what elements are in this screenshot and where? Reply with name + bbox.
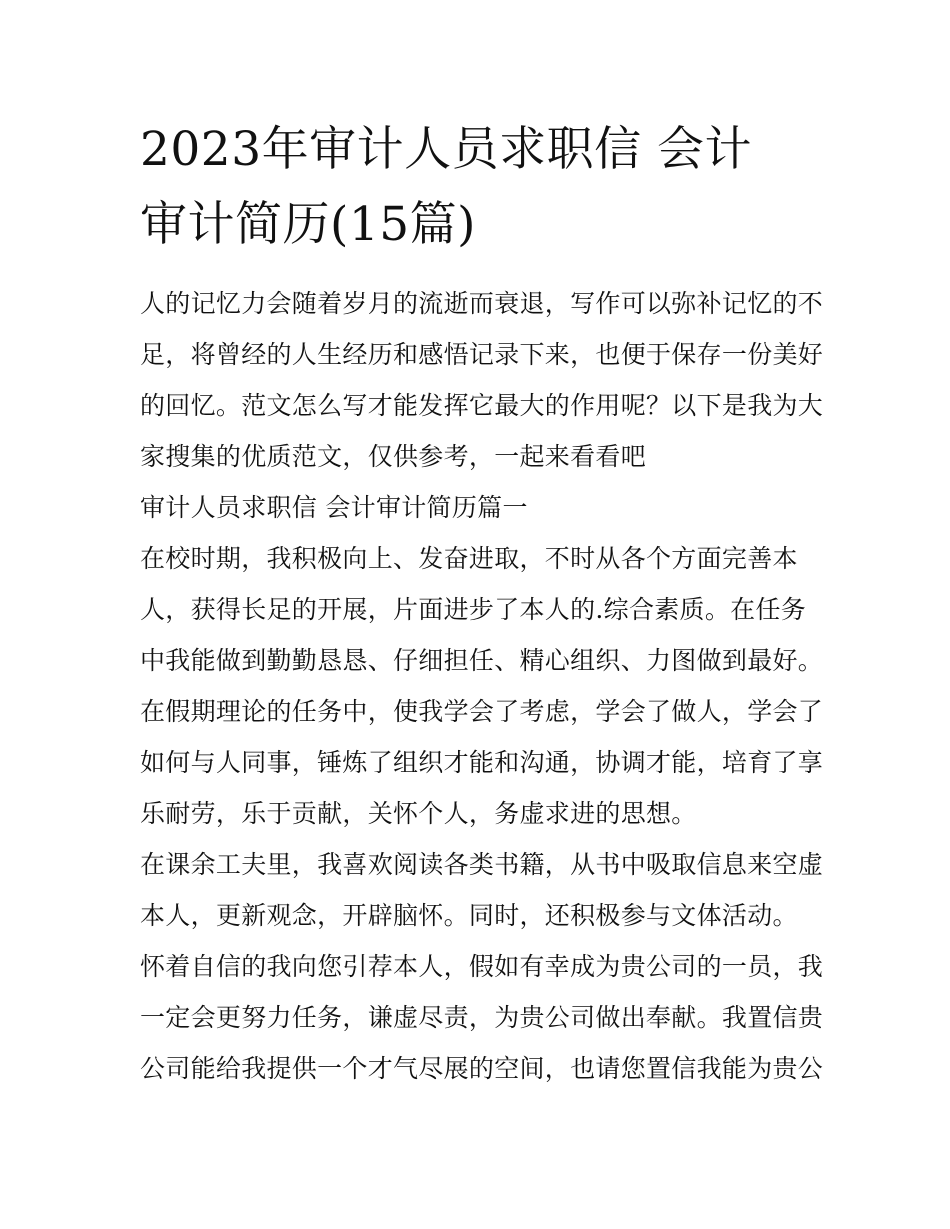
text-line: 乐耐劳，乐于贡献，关怀个人，务虚求进的思想。 <box>140 799 697 828</box>
text-line: 一定会更努力任务，谦虚尽责，为贵公司做出奉献。我置信贵 <box>140 1003 824 1032</box>
document-title <box>140 112 820 262</box>
text-line: 在课余工夫里，我喜欢阅读各类书籍，从书中吸取信息来空虚 <box>140 850 824 879</box>
text-line: 怀着自信的我向您引荐本人，假如有幸成为贵公司的一员，我 <box>140 952 824 981</box>
text-line: 本人，更新观念，开辟脑怀。同时，还积极参与文体活动。 <box>140 901 798 930</box>
text-line: 公司能给我提供一个才气尽展的空间，也请您置信我能为贵公 <box>140 1054 824 1083</box>
section-heading: 审计人员求职信 会计审计简历篇一 <box>140 493 528 522</box>
text-line: 家搜集的优质范文，仅供参考，一起来看看吧 <box>140 442 647 471</box>
text-line: 在假期理论的任务中，使我学会了考虑，学会了做人，学会了 <box>140 697 824 726</box>
text-line: 如何与人同事，锤炼了组织才能和沟通，协调才能，培育了享 <box>140 748 824 777</box>
document-body <box>140 278 824 1094</box>
title-line-1: 2023年审计人员求职信 会计 <box>140 122 753 177</box>
text-line: 在校时期，我积极向上、发奋进取，不时从各个方面完善本 <box>140 544 798 573</box>
title-line-2: 审计简历(15篇) <box>140 197 476 252</box>
text-line: 中我能做到勤勤恳恳、仔细担任、精心组织、力图做到最好。 <box>140 646 824 675</box>
text-line: 人，获得长足的开展，片面进步了本人的.综合素质。在任务 <box>140 595 807 624</box>
text-line: 足，将曾经的人生经历和感悟记录下来，也便于保存一份美好 <box>140 340 824 369</box>
text-line: 人的记忆力会随着岁月的流逝而衰退，写作可以弥补记忆的不 <box>140 289 824 318</box>
text-line: 的回忆。范文怎么写才能发挥它最大的作用呢？以下是我为大 <box>140 391 824 420</box>
